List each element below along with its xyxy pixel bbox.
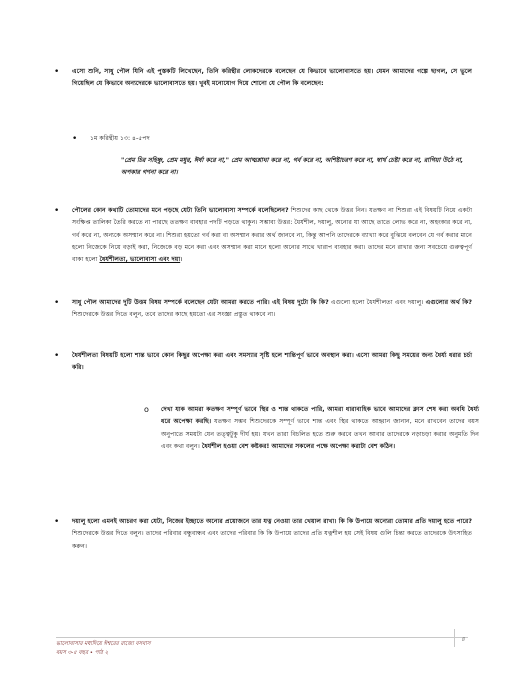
scripture-quote: "প্রেম চির সহিষ্ণু, প্রেম মধুর, ঈর্ষা করে না," প্রেম আত্মশ্লাঘা করে না, গর্ব করে না, অশিষ্টাচরণ করে না, স্বার্থ চেষ্টা করে না, রাগিয়া উঠে না, অপকার গণনা করে না।	[121, 157, 464, 177]
two-things-question: এগুলোর অর্থ কি?	[425, 299, 472, 306]
two-things-lead: সাধু পৌল আমাদের দুটি উত্তম বিষয় সম্পর্কে বলেছেন যেটা আমরা করতে পারি। এই বিষয় দুটো কি কি?	[72, 299, 329, 306]
two-things-tail: শিশুদেরকে উত্তর দিতে বলুন, তবে তাদের কাছে হয়তো এর সংজ্ঞা প্রস্তুত থাকবে না।	[72, 311, 276, 319]
sub-bullet-marker: o	[144, 405, 149, 414]
footer-subtitle: বয়স ৩-৫ বছর • পাঠ ২	[56, 650, 109, 656]
page-number: ৪	[461, 636, 465, 643]
bullet-marker: •	[54, 298, 60, 308]
love-question-body: শিশুদের কাছ থেকে উত্তর নিন। যতক্ষণ না শিশুরা এই বিষয়টি নিয়ে একটা সংক্ষিপ্ত তালিকা তৈরি করতে না পারছে ততক্ষণ বাবহার পদটি পড়তে থাকুন। সম্ভাব্য উত্তর: ধৈর্যশীল, দয়ালু, অন্যের যা আছে তাতে লোভ করে না, অহংকার করে না, গর্ব করে না, অন্যকে অসম্মান করে না। শিশুরা হয়তো গর্ব করা বা অসম্মান করার অর্থ জানবে না, কিন্তু আপনি তাদেরকে ব্যাখ্যা করে বুঝিয়ে বলবেন যে গর্ব করার মানে হলো নিজেকে নিয়ে বড়াই করা, নিজেকে বড় মনে করা এবং অসম্মান করা মানে হলো অন্যের সাথে খারাপ ব্যবহার করা। তাদের মনে রাখার জন্য সবচেয়ে গুরুত্বপূর্ণ বাক্য হলো	[72, 207, 472, 264]
footer-divider	[56, 637, 468, 638]
practice-text	[161, 404, 479, 453]
bullet-marker: •	[54, 67, 60, 77]
paragraph-patience	[54, 350, 472, 375]
paragraph-kindness	[54, 516, 472, 553]
love-key-phrase: ধৈর্যশীলতা, ভালোবাসা এবং দয়া	[99, 256, 181, 264]
love-question-lead: পৌলের কোন কথাটি তোমাদের মনে পড়ছে যেটা তিনি ভালোবাসা সম্পর্কে বলেছিলেন?	[72, 207, 289, 214]
intro-text: এসো শুনি, সাধু পৌল যিনি এই পুস্তকটি লিখেছেন, তিনি করিন্থীর লোকদেরকে বলেছেন যে কিভাবে ভালোবাসতে হয়। যেমন আমাদের গল্পে ছাগল, সে ভুলে গিয়েছিল যে কিভাবে অন্যদেরকে ভালোবাসতে হয়। খুবই মনোযোগ দিয়ে শোনো যে পৌল কি বলেছেন:	[72, 68, 472, 88]
bullet-marker: •	[54, 206, 60, 216]
bullet-marker: •	[54, 351, 60, 361]
kindness-lead: দয়ালু হলো এমনই আচরণ করা যেটা, নিজের ইচ্ছাতে অন্যের প্রয়োজনে তার যত্ন নেওয়া তার খেয়াল রাখা। কি কি উপায়ে অন্যেরা তোমার প্রতি দয়ালু হতে পারে?	[72, 518, 472, 525]
verse-reference: ১ম করিন্থীয় ১৩: ৪-৫পদ	[90, 135, 150, 142]
paragraph-two-things	[54, 297, 472, 322]
love-question-text: পৌলের কোন কথাটি তোমাদের মনে পড়ছে যেটা তিনি ভালোবাসা সম্পর্কে বলেছিলেন? শিশুদের কাছ থেকে উত্তর নিন। যতক্ষণ না শিশুরা এই বিষয়টি নিয়ে একটা সংক্ষিপ্ত তালিকা তৈরি করতে না পারছে ততক্ষণ বাবহার পদটি পড়তে থাকুন। সম্ভাব্য উত্তর: ধৈর্যশীল, দয়ালু, অন্যের যা আছে তাতে লোভ করে না, অহংকার করে না, গর্ব করে না, অন্যকে অসম্মান করে না। শিশুরা হয়তো গর্ব করা বা অসম্মান করার অর্থ জানবে না, কিন্তু আপনি তাদেরকে ব্যাখ্যা করে বুঝিয়ে বলবেন যে গর্ব করার মানে হলো নিজেকে নিয়ে বড়াই করা, নিজেকে বড় মনে করা এবং অসম্মান করা মানে হলো অন্যের সাথে খারাপ ব্যবহার করা। তাদের মনে রাখার জন্য সবচেয়ে গুরুত্বপূর্ণ বাক্য হলো ধৈর্যশীলতা, ভালোবাসা এবং দয়া।	[72, 207, 472, 264]
two-things-body: এগুলো হলো ধৈর্যশীলতা এবং দয়ালু।	[328, 299, 426, 306]
practice-body: যতক্ষণ সম্ভব শিশুদেরকে সম্পূর্ণ ভাবে শান্ত এবং স্থির থাকতে আহ্বান জানান, মনে রাখবেন তাদের বয়স অনুপাতে সময়টা যেন তত্ত্বটুকু দীর্ঘ হয়। যখন তারা বিচলিত হতে শুরু করবে তখন আবার তাদেরকে নড়াচড়া করার অনুমতি দিন এবং কথা বলুন।	[161, 418, 479, 450]
footer-title: ভালোবাসার মধ্যদিয়ে ঈশ্বরের রাজ্যে বসবাস	[56, 641, 151, 647]
two-things-text	[72, 297, 472, 322]
bullet-marker: •	[72, 134, 78, 144]
bullet-marker: •	[54, 517, 60, 527]
footer-vertical-divider	[454, 629, 455, 647]
patience-text: ধৈর্যশীলতা বিষয়টি হলো শান্ত ভাবে কোন কিছুর অপেক্ষা করা এবং সমস্যার সৃষ্টি হলে শান্তিপূর্ণ ভাবে অবস্থান করা। এসো আমরা কিছু সময়ের জন্য ধৈর্য্য ধরার চর্চা করি।	[72, 352, 472, 372]
practice-lead: দেখা যাক আমরা কতক্ষণ সম্পূর্ণ ভাবে স্থির ও শান্ত থাকতে পারি, আমরা ধারাবাহিক ভাবে আমাদের ক্লাস শেষ করা অবধি ধৈর্য্য ধরে অপেক্ষা করছি।	[161, 406, 479, 426]
kindness-body: শিশুদেরকে উত্তর দিতে বলুন। তাদের পরিবার বন্ধুবান্ধব এবং তাদের পরিবার কি কি উপায়ে তাদের প্রতি যত্নশীল হয় সেই বিষয় গুলি চিন্তা করতে তাদেরকে উৎসাহিত করুন।	[72, 530, 472, 550]
paragraph-intro	[54, 66, 472, 91]
paragraph-love-question	[54, 205, 472, 266]
subparagraph-practice	[144, 404, 479, 453]
practice-bold: ধৈর্যশীল হওয়া বেশ কষ্টকর! আমাদের সকলের পক্ষে অপেক্ষা করাটা বেশ কঠিন।	[201, 442, 396, 450]
kindness-text	[72, 516, 472, 553]
